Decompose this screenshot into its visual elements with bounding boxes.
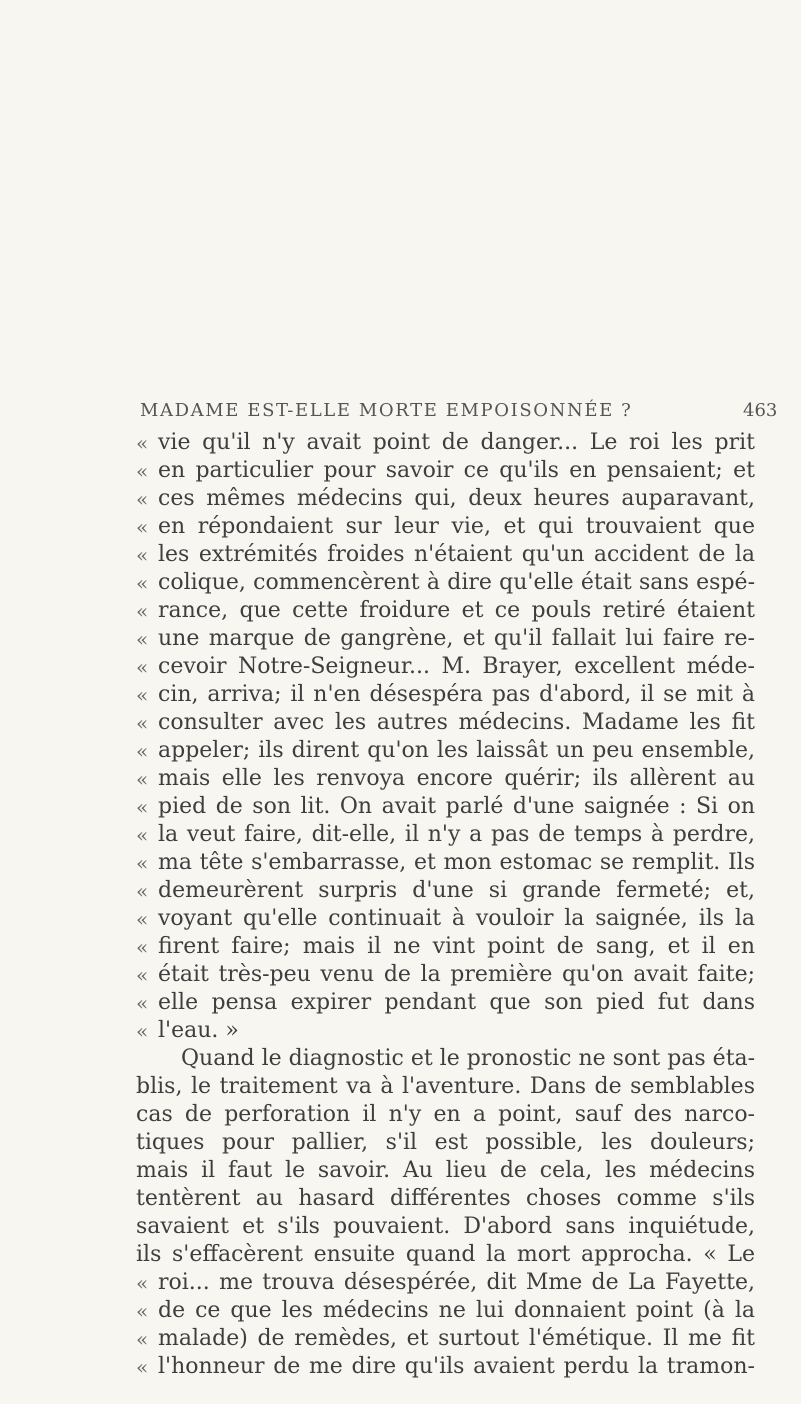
line-text: l'honneur de me dire qu'ils avaient perdu la tramon- <box>158 1354 755 1379</box>
line-text: tentèrent au hasard différentes choses comme s'ils <box>136 1186 755 1211</box>
quote-mark: « <box>136 459 149 483</box>
text-line <box>0 1017 801 1045</box>
text-line <box>0 1269 801 1297</box>
quote-mark: « <box>136 1271 149 1295</box>
quote-mark: « <box>136 935 149 959</box>
line-text: en particulier pour savoir ce qu'ils en pensaient; et <box>158 458 755 483</box>
text-line <box>0 457 801 485</box>
text-line <box>0 821 801 849</box>
line-text: les extrémités froides n'étaient qu'un accident de la <box>158 542 755 567</box>
text-line <box>0 541 801 569</box>
text-line <box>0 989 801 1017</box>
text-line <box>0 1101 801 1129</box>
line-text: vie qu'il n'y avait point de danger... Le roi les prit <box>158 430 755 455</box>
line-text: roi... me trouva désespérée, dit Mme de La Fayette, <box>158 1270 755 1295</box>
text-line <box>0 1073 801 1101</box>
text-line <box>0 933 801 961</box>
text-line <box>0 1129 801 1157</box>
text-line <box>0 765 801 793</box>
text-line <box>0 1185 801 1213</box>
line-text: mais il faut le savoir. Au lieu de cela, les médecins <box>136 1158 755 1183</box>
quote-mark: « <box>136 627 149 651</box>
line-text: rance, que cette froidure et ce pouls retiré étaient <box>158 598 755 623</box>
text-line <box>0 849 801 877</box>
line-text: en répondaient sur leur vie, et qui trouvaient que <box>158 514 755 539</box>
quote-mark: « <box>136 879 149 903</box>
text-line <box>0 429 801 457</box>
text-line <box>0 1241 801 1269</box>
quote-mark: « <box>136 515 149 539</box>
quote-mark: « <box>136 599 149 623</box>
text-line <box>0 1297 801 1325</box>
quote-mark: « <box>136 851 149 875</box>
text-line <box>0 737 801 765</box>
line-text: cas de perforation il n'y en a point, sauf des narco- <box>136 1102 755 1127</box>
quote-mark: « <box>136 739 149 763</box>
line-text: elle pensa expirer pendant que son pied fut dans <box>158 990 755 1015</box>
quote-mark: « <box>136 767 149 791</box>
text-line <box>0 625 801 653</box>
quote-mark: « <box>136 907 149 931</box>
line-text: cin, arriva; il n'en désespéra pas d'abord, il se mit à <box>158 682 755 707</box>
text-line <box>0 1353 801 1381</box>
line-text: firent faire; mais il ne vint point de sang, et il en <box>158 934 755 959</box>
quote-mark: « <box>136 1355 149 1379</box>
line-text: voyant qu'elle continuait à vouloir la saignée, ils la <box>158 906 755 931</box>
line-text: pied de son lit. On avait parlé d'une saignée : Si on <box>158 794 755 819</box>
quote-mark: « <box>136 571 149 595</box>
line-text: blis, le traitement va à l'aventure. Dans de semblables <box>136 1074 755 1099</box>
line-text: était très-peu venu de la première qu'on avait faite; <box>158 962 755 987</box>
line-text: de ce que les médecins ne lui donnaient point (à la <box>158 1298 755 1323</box>
text-line <box>0 681 801 709</box>
line-text: consulter avec les autres médecins. Madame les fit <box>158 710 755 735</box>
quote-mark: « <box>136 823 149 847</box>
text-line <box>0 1045 801 1073</box>
line-text: cevoir Notre-Seigneur... M. Brayer, excellent méde- <box>158 654 755 679</box>
text-line <box>0 793 801 821</box>
quote-mark: « <box>136 683 149 707</box>
quote-mark: « <box>136 655 149 679</box>
text-line <box>0 513 801 541</box>
running-head-title: MADAME EST-ELLE MORTE EMPOISONNÉE ? <box>140 400 633 421</box>
text-line <box>0 709 801 737</box>
text-line <box>0 1325 801 1353</box>
text-line <box>0 569 801 597</box>
text-line <box>0 485 801 513</box>
text-line <box>0 1213 801 1241</box>
quote-mark: « <box>136 963 149 987</box>
text-line <box>0 653 801 681</box>
line-text: Quand le diagnostic et le pronostic ne sont pas éta- <box>181 1046 756 1071</box>
line-text: la veut faire, dit-elle, il n'y a pas de temps à perdre, <box>158 822 755 847</box>
text-line <box>0 1157 801 1185</box>
quote-mark: « <box>136 711 149 735</box>
quote-mark: « <box>136 991 149 1015</box>
line-text: ces mêmes médecins qui, deux heures auparavant, <box>158 486 755 511</box>
line-text: une marque de gangrène, et qu'il fallait lui faire re- <box>158 626 755 651</box>
quote-mark: « <box>136 1327 149 1351</box>
line-text: colique, commencèrent à dire qu'elle était sans espé- <box>158 570 755 595</box>
quote-mark: « <box>136 795 149 819</box>
line-text: malade) de remèdes, et surtout l'émétique. Il me fit <box>158 1326 755 1351</box>
line-text: demeurèrent surpris d'une si grande fermeté; et, <box>158 878 755 903</box>
text-line <box>0 961 801 989</box>
line-text: ma tête s'embarrasse, et mon estomac se remplit. Ils <box>158 850 755 875</box>
line-text: appeler; ils dirent qu'on les laissât un peu ensemble, <box>158 738 755 763</box>
running-head <box>0 400 801 426</box>
quote-mark: « <box>136 1019 149 1043</box>
quote-mark: « <box>136 1299 149 1323</box>
quote-mark: « <box>136 543 149 567</box>
line-text: l'eau. » <box>158 1018 239 1043</box>
quote-mark: « <box>136 431 149 455</box>
page-number: 463 <box>743 400 778 421</box>
text-line <box>0 905 801 933</box>
line-text: ils s'effacèrent ensuite quand la mort approcha. « Le <box>136 1242 755 1267</box>
line-text: tiques pour pallier, s'il est possible, les douleurs; <box>136 1130 755 1155</box>
text-line <box>0 877 801 905</box>
text-line <box>0 597 801 625</box>
body-text <box>0 429 801 1381</box>
line-text: mais elle les renvoya encore quérir; ils allèrent au <box>158 766 755 791</box>
quote-mark: « <box>136 487 149 511</box>
line-text: savaient et s'ils pouvaient. D'abord sans inquiétude, <box>136 1214 755 1239</box>
